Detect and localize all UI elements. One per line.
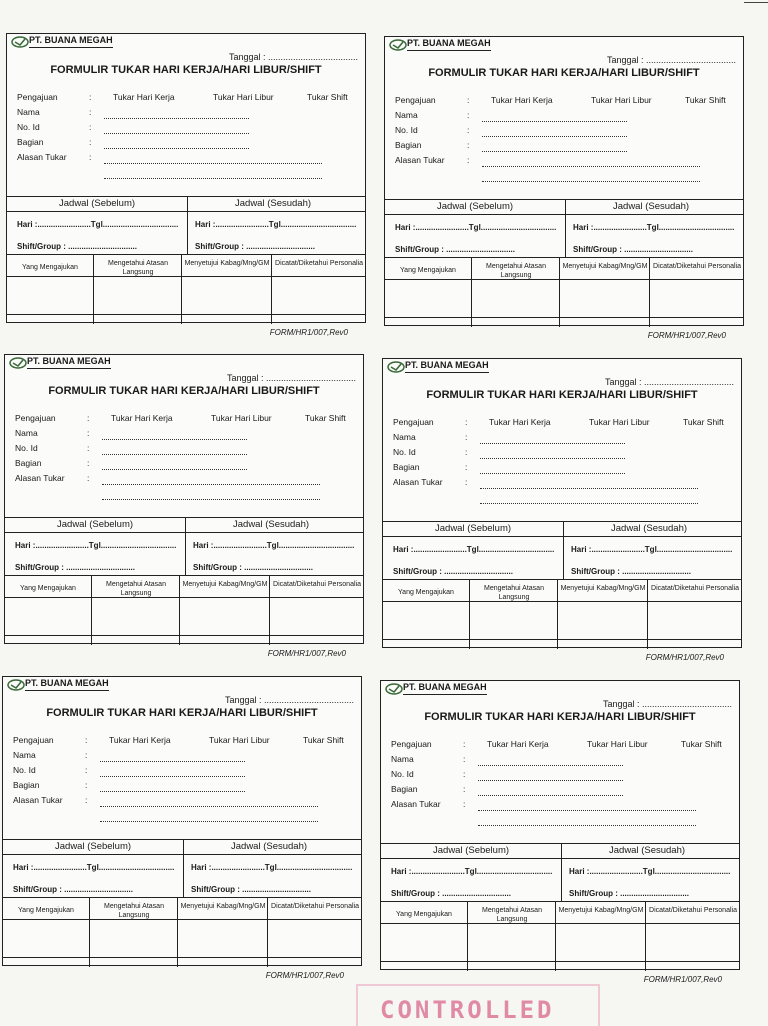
option-tukar-hari-kerja[interactable]: Tukar Hari Kerja bbox=[109, 735, 171, 745]
colon: : bbox=[89, 107, 92, 117]
company-underline bbox=[407, 50, 491, 51]
approval-bottom-rule bbox=[385, 317, 743, 318]
shift-sebelum-field[interactable]: Shift/Group : ............................... bbox=[15, 563, 136, 572]
shift-sesudah-field[interactable]: Shift/Group : ............................... bbox=[573, 245, 694, 254]
alasan-label: Alasan Tukar bbox=[395, 155, 445, 165]
schedule-top-rule bbox=[7, 196, 365, 197]
buana-megah-logo-icon bbox=[385, 683, 403, 695]
pengajuan-label: Pengajuan bbox=[17, 92, 58, 102]
tukar-shift-form bbox=[6, 33, 366, 363]
approval-top-rule bbox=[5, 575, 363, 576]
jadwal-sebelum-heading: Jadwal (Sebelum) bbox=[57, 519, 134, 530]
form-title: FORMULIR TUKAR HARI KERJA/HARI LIBUR/SHIFT bbox=[428, 67, 700, 79]
colon: : bbox=[467, 95, 470, 105]
approval-atasan-langsung: Mengetahui Atasan Langsung bbox=[108, 260, 168, 276]
approval-yang-mengajukan: Yang Mengajukan bbox=[20, 585, 76, 592]
company-underline bbox=[405, 372, 489, 373]
approval-personalia: Dicatat/Diketahui Personalia bbox=[271, 903, 359, 910]
no-id-input[interactable] bbox=[104, 132, 249, 134]
alasan-input[interactable] bbox=[104, 162, 322, 164]
shift-sesudah-field[interactable]: Shift/Group : ............................... bbox=[193, 563, 314, 572]
jadwal-sesudah-heading: Jadwal (Sesudah) bbox=[235, 198, 312, 209]
approval-header-rule bbox=[7, 276, 365, 277]
no-id-label: No. Id bbox=[15, 443, 38, 453]
approval-personalia: Dicatat/Diketahui Personalia bbox=[275, 260, 363, 267]
alasan-input[interactable] bbox=[478, 809, 696, 811]
approval-col-divider bbox=[91, 575, 92, 645]
form-title: FORMULIR TUKAR HARI KERJA/HARI LIBUR/SHIFT bbox=[50, 64, 322, 76]
jadwal-sebelum-heading: Jadwal (Sebelum) bbox=[435, 523, 512, 534]
approval-col-divider bbox=[647, 579, 648, 649]
option-tukar-hari-libur[interactable]: Tukar Hari Libur bbox=[589, 417, 650, 427]
form-title: FORMULIR TUKAR HARI KERJA/HARI LIBUR/SHIFT bbox=[426, 389, 698, 401]
form-code: FORM/HR1/007,Rev0 bbox=[269, 328, 348, 337]
company-name: PT. BUANA MEGAH bbox=[407, 38, 491, 48]
approval-personalia: Dicatat/Diketahui Personalia bbox=[651, 585, 739, 592]
approval-kabag-mng-gm: Menyetujui Kabag/Mng/GM bbox=[184, 260, 270, 267]
tanggal-field[interactable]: Tanggal : .................................... bbox=[227, 373, 357, 383]
company-name: PT. BUANA MEGAH bbox=[403, 682, 487, 692]
approval-header-rule bbox=[385, 279, 743, 280]
company-name: PT. BUANA MEGAH bbox=[25, 678, 109, 688]
jadwal-sesudah-heading: Jadwal (Sesudah) bbox=[609, 845, 686, 856]
colon: : bbox=[465, 417, 468, 427]
page-edge-line bbox=[744, 2, 768, 3]
colon: : bbox=[467, 155, 470, 165]
company-underline bbox=[29, 47, 113, 48]
alasan-input-line2[interactable] bbox=[480, 502, 698, 504]
approval-header-rule bbox=[383, 601, 741, 602]
nama-label: Nama bbox=[393, 432, 416, 442]
approval-col-divider bbox=[467, 901, 468, 971]
tanggal-field[interactable]: Tanggal : .................................... bbox=[603, 699, 733, 709]
option-tukar-shift[interactable]: Tukar Shift bbox=[303, 735, 344, 745]
approval-col-divider bbox=[559, 257, 560, 327]
nama-input[interactable] bbox=[102, 438, 247, 440]
bagian-label: Bagian bbox=[17, 137, 44, 147]
jadwal-sebelum-heading: Jadwal (Sebelum) bbox=[437, 201, 514, 212]
bagian-input[interactable] bbox=[480, 472, 625, 474]
hari-sebelum-field[interactable]: Hari :........................Tgl.................................. bbox=[17, 220, 179, 229]
alasan-label: Alasan Tukar bbox=[13, 795, 63, 805]
approval-bottom-rule bbox=[5, 635, 363, 636]
colon: : bbox=[463, 769, 466, 779]
bagian-input[interactable] bbox=[100, 790, 245, 792]
option-tukar-hari-libur[interactable]: Tukar Hari Libur bbox=[211, 413, 272, 423]
colon: : bbox=[465, 432, 468, 442]
colon: : bbox=[87, 428, 90, 438]
option-tukar-hari-kerja[interactable]: Tukar Hari Kerja bbox=[113, 92, 175, 102]
tanggal-field[interactable]: Tanggal : .................................... bbox=[605, 377, 735, 387]
schedule-top-rule bbox=[3, 839, 361, 840]
approval-top-rule bbox=[7, 254, 365, 255]
schedule-divider bbox=[183, 839, 184, 897]
schedule-mid-rule bbox=[385, 214, 743, 215]
alasan-input[interactable] bbox=[100, 805, 318, 807]
colon: : bbox=[467, 125, 470, 135]
approval-top-rule bbox=[383, 579, 741, 580]
approval-bottom-rule bbox=[7, 314, 365, 315]
approval-atasan-langsung: Mengetahui Atasan Langsung bbox=[486, 263, 546, 279]
approval-col-divider bbox=[179, 575, 180, 645]
alasan-label: Alasan Tukar bbox=[391, 799, 441, 809]
option-tukar-shift[interactable]: Tukar Shift bbox=[685, 95, 726, 105]
hari-sebelum-field[interactable]: Hari :........................Tgl.................................. bbox=[395, 223, 557, 232]
company-underline bbox=[27, 368, 111, 369]
hari-sebelum-field[interactable]: Hari :........................Tgl.................................. bbox=[15, 541, 177, 550]
form-card bbox=[380, 680, 740, 970]
approval-bottom-rule bbox=[3, 957, 361, 958]
approval-top-rule bbox=[381, 901, 739, 902]
approval-col-divider bbox=[645, 901, 646, 971]
schedule-mid-rule bbox=[5, 532, 363, 533]
approval-col-divider bbox=[269, 575, 270, 645]
jadwal-sesudah-heading: Jadwal (Sesudah) bbox=[611, 523, 688, 534]
alasan-label: Alasan Tukar bbox=[393, 477, 443, 487]
approval-personalia: Dicatat/Diketahui Personalia bbox=[649, 907, 737, 914]
approval-kabag-mng-gm: Menyetujui Kabag/Mng/GM bbox=[562, 263, 648, 270]
form-card bbox=[4, 354, 364, 644]
approval-personalia: Dicatat/Diketahui Personalia bbox=[273, 581, 361, 588]
bagian-input[interactable] bbox=[478, 794, 623, 796]
colon: : bbox=[463, 799, 466, 809]
bagian-input[interactable] bbox=[482, 150, 627, 152]
alasan-label: Alasan Tukar bbox=[17, 152, 67, 162]
approval-col-divider bbox=[471, 257, 472, 327]
pengajuan-label: Pengajuan bbox=[13, 735, 54, 745]
approval-kabag-mng-gm: Menyetujui Kabag/Mng/GM bbox=[182, 581, 268, 588]
nama-label: Nama bbox=[17, 107, 40, 117]
form-code: FORM/HR1/007,Rev0 bbox=[645, 653, 724, 662]
approval-yang-mengajukan: Yang Mengajukan bbox=[400, 267, 456, 274]
buana-megah-logo-icon bbox=[11, 36, 29, 48]
hari-sesudah-field[interactable]: Hari :........................Tgl.................................. bbox=[569, 867, 731, 876]
shift-sesudah-field[interactable]: Shift/Group : ............................... bbox=[571, 567, 692, 576]
alasan-input[interactable] bbox=[482, 165, 700, 167]
no-id-input[interactable] bbox=[480, 457, 625, 459]
hari-sebelum-field[interactable]: Hari :........................Tgl.................................. bbox=[391, 867, 553, 876]
approval-yang-mengajukan: Yang Mengajukan bbox=[18, 907, 74, 914]
approval-col-divider bbox=[267, 897, 268, 967]
company-underline bbox=[25, 690, 109, 691]
colon: : bbox=[89, 137, 92, 147]
approval-kabag-mng-gm: Menyetujui Kabag/Mng/GM bbox=[560, 585, 646, 592]
approval-kabag-mng-gm: Menyetujui Kabag/Mng/GM bbox=[558, 907, 644, 914]
bagian-label: Bagian bbox=[15, 458, 42, 468]
colon: : bbox=[85, 765, 88, 775]
company-underline bbox=[403, 694, 487, 695]
form-card bbox=[6, 33, 366, 323]
colon: : bbox=[463, 784, 466, 794]
form-title: FORMULIR TUKAR HARI KERJA/HARI LIBUR/SHIFT bbox=[46, 707, 318, 719]
form-card bbox=[382, 358, 742, 648]
nama-input[interactable] bbox=[478, 764, 623, 766]
nama-input[interactable] bbox=[104, 117, 249, 119]
tanggal-field[interactable]: Tanggal : .................................... bbox=[229, 52, 359, 62]
jadwal-sesudah-heading: Jadwal (Sesudah) bbox=[233, 519, 310, 530]
shift-sesudah-field[interactable]: Shift/Group : ............................... bbox=[191, 885, 312, 894]
schedule-mid-rule bbox=[3, 854, 361, 855]
colon: : bbox=[467, 140, 470, 150]
jadwal-sebelum-heading: Jadwal (Sebelum) bbox=[59, 198, 136, 209]
alasan-input-line2[interactable] bbox=[478, 824, 696, 826]
form-code: FORM/HR1/007,Rev0 bbox=[647, 331, 726, 340]
hari-sesudah-field[interactable]: Hari :........................Tgl.................................. bbox=[573, 223, 735, 232]
buana-megah-logo-icon bbox=[387, 361, 405, 373]
bagian-input[interactable] bbox=[102, 468, 247, 470]
jadwal-sesudah-heading: Jadwal (Sesudah) bbox=[231, 841, 308, 852]
approval-col-divider bbox=[271, 254, 272, 324]
approval-personalia: Dicatat/Diketahui Personalia bbox=[653, 263, 741, 270]
no-id-input[interactable] bbox=[100, 775, 245, 777]
nama-label: Nama bbox=[13, 750, 36, 760]
shift-sebelum-field[interactable]: Shift/Group : ............................... bbox=[395, 245, 516, 254]
form-code: FORM/HR1/007,Rev0 bbox=[643, 975, 722, 984]
form-title: FORMULIR TUKAR HARI KERJA/HARI LIBUR/SHIFT bbox=[424, 711, 696, 723]
no-id-input[interactable] bbox=[102, 453, 247, 455]
tukar-shift-form bbox=[384, 36, 744, 366]
schedule-top-rule bbox=[383, 521, 741, 522]
approval-kabag-mng-gm: Menyetujui Kabag/Mng/GM bbox=[180, 903, 266, 910]
pengajuan-label: Pengajuan bbox=[393, 417, 434, 427]
shift-sebelum-field[interactable]: Shift/Group : ............................... bbox=[17, 242, 138, 251]
bagian-label: Bagian bbox=[391, 784, 418, 794]
company-name: PT. BUANA MEGAH bbox=[29, 35, 113, 45]
colon: : bbox=[463, 754, 466, 764]
no-id-label: No. Id bbox=[391, 769, 414, 779]
nama-label: Nama bbox=[395, 110, 418, 120]
hari-sesudah-field[interactable]: Hari :........................Tgl.................................. bbox=[195, 220, 357, 229]
schedule-mid-rule bbox=[383, 536, 741, 537]
approval-header-rule bbox=[381, 923, 739, 924]
buana-megah-logo-icon bbox=[389, 39, 407, 51]
hari-sesudah-field[interactable]: Hari :........................Tgl.................................. bbox=[571, 545, 733, 554]
alasan-label: Alasan Tukar bbox=[15, 473, 65, 483]
schedule-top-rule bbox=[381, 843, 739, 844]
nama-input[interactable] bbox=[480, 442, 625, 444]
hari-sebelum-field[interactable]: Hari :........................Tgl.................................. bbox=[13, 863, 175, 872]
tukar-shift-form bbox=[4, 354, 364, 684]
schedule-divider bbox=[563, 521, 564, 579]
alasan-input-line2[interactable] bbox=[100, 820, 318, 822]
colon: : bbox=[87, 443, 90, 453]
no-id-input[interactable] bbox=[482, 135, 627, 137]
approval-col-divider bbox=[557, 579, 558, 649]
approval-atasan-langsung: Mengetahui Atasan Langsung bbox=[104, 903, 164, 919]
colon: : bbox=[85, 795, 88, 805]
approval-col-divider bbox=[469, 579, 470, 649]
alasan-input-line2[interactable] bbox=[104, 177, 322, 179]
no-id-input[interactable] bbox=[478, 779, 623, 781]
option-tukar-hari-kerja[interactable]: Tukar Hari Kerja bbox=[487, 739, 549, 749]
controlled-stamp: CONTROLLED bbox=[380, 996, 555, 1024]
alasan-input-line2[interactable] bbox=[102, 498, 320, 500]
no-id-label: No. Id bbox=[393, 447, 416, 457]
approval-bottom-rule bbox=[383, 639, 741, 640]
bagian-label: Bagian bbox=[393, 462, 420, 472]
approval-atasan-langsung: Mengetahui Atasan Langsung bbox=[484, 585, 544, 601]
colon: : bbox=[85, 750, 88, 760]
alasan-input[interactable] bbox=[480, 487, 698, 489]
option-tukar-shift[interactable]: Tukar Shift bbox=[305, 413, 346, 423]
option-tukar-hari-kerja[interactable]: Tukar Hari Kerja bbox=[111, 413, 173, 423]
pengajuan-label: Pengajuan bbox=[395, 95, 436, 105]
approval-bottom-rule bbox=[381, 961, 739, 962]
hari-sebelum-field[interactable]: Hari :........................Tgl.................................. bbox=[393, 545, 555, 554]
form-code: FORM/HR1/007,Rev0 bbox=[267, 649, 346, 658]
approval-col-divider bbox=[89, 897, 90, 967]
approval-top-rule bbox=[385, 257, 743, 258]
approval-yang-mengajukan: Yang Mengajukan bbox=[22, 264, 78, 271]
schedule-divider bbox=[187, 196, 188, 254]
form-card bbox=[2, 676, 362, 966]
colon: : bbox=[465, 477, 468, 487]
shift-sebelum-field[interactable]: Shift/Group : ............................... bbox=[393, 567, 514, 576]
approval-top-rule bbox=[3, 897, 361, 898]
company-name: PT. BUANA MEGAH bbox=[27, 356, 111, 366]
colon: : bbox=[85, 780, 88, 790]
colon: : bbox=[89, 92, 92, 102]
approval-atasan-langsung: Mengetahui Atasan Langsung bbox=[482, 907, 542, 923]
option-tukar-hari-libur[interactable]: Tukar Hari Libur bbox=[209, 735, 270, 745]
colon: : bbox=[85, 735, 88, 745]
hari-sesudah-field[interactable]: Hari :........................Tgl.................................. bbox=[191, 863, 353, 872]
approval-col-divider bbox=[649, 257, 650, 327]
tukar-shift-form bbox=[2, 676, 362, 1006]
colon: : bbox=[465, 462, 468, 472]
schedule-mid-rule bbox=[7, 211, 365, 212]
schedule-top-rule bbox=[5, 517, 363, 518]
buana-megah-logo-icon bbox=[7, 679, 25, 691]
no-id-label: No. Id bbox=[13, 765, 36, 775]
shift-sesudah-field[interactable]: Shift/Group : ............................... bbox=[569, 889, 690, 898]
colon: : bbox=[87, 473, 90, 483]
approval-header-rule bbox=[5, 597, 363, 598]
jadwal-sebelum-heading: Jadwal (Sebelum) bbox=[55, 841, 132, 852]
option-tukar-shift[interactable]: Tukar Shift bbox=[683, 417, 724, 427]
schedule-divider bbox=[185, 517, 186, 575]
option-tukar-hari-libur[interactable]: Tukar Hari Libur bbox=[591, 95, 652, 105]
approval-header-rule bbox=[3, 919, 361, 920]
colon: : bbox=[89, 152, 92, 162]
colon: : bbox=[467, 110, 470, 120]
colon: : bbox=[87, 458, 90, 468]
pengajuan-label: Pengajuan bbox=[391, 739, 432, 749]
tukar-shift-form bbox=[380, 680, 740, 1010]
shift-sebelum-field[interactable]: Shift/Group : ............................... bbox=[13, 885, 134, 894]
form-title: FORMULIR TUKAR HARI KERJA/HARI LIBUR/SHIFT bbox=[48, 385, 320, 397]
colon: : bbox=[463, 739, 466, 749]
hari-sesudah-field[interactable]: Hari :........................Tgl.................................. bbox=[193, 541, 355, 550]
bagian-input[interactable] bbox=[104, 147, 249, 149]
bagian-label: Bagian bbox=[395, 140, 422, 150]
nama-input[interactable] bbox=[100, 760, 245, 762]
alasan-input-line2[interactable] bbox=[482, 180, 700, 182]
alasan-input[interactable] bbox=[102, 483, 320, 485]
form-code: FORM/HR1/007,Rev0 bbox=[265, 971, 344, 980]
option-tukar-hari-kerja[interactable]: Tukar Hari Kerja bbox=[489, 417, 551, 427]
nama-label: Nama bbox=[391, 754, 414, 764]
no-id-label: No. Id bbox=[17, 122, 40, 132]
approval-yang-mengajukan: Yang Mengajukan bbox=[398, 589, 454, 596]
jadwal-sebelum-heading: Jadwal (Sebelum) bbox=[433, 845, 510, 856]
tukar-shift-form bbox=[382, 358, 742, 688]
form-card bbox=[384, 36, 744, 326]
option-tukar-shift[interactable]: Tukar Shift bbox=[307, 92, 348, 102]
colon: : bbox=[89, 122, 92, 132]
shift-sebelum-field[interactable]: Shift/Group : ............................... bbox=[391, 889, 512, 898]
bagian-label: Bagian bbox=[13, 780, 40, 790]
approval-col-divider bbox=[555, 901, 556, 971]
schedule-top-rule bbox=[385, 199, 743, 200]
option-tukar-hari-libur[interactable]: Tukar Hari Libur bbox=[587, 739, 648, 749]
jadwal-sesudah-heading: Jadwal (Sesudah) bbox=[613, 201, 690, 212]
tanggal-field[interactable]: Tanggal : .................................... bbox=[607, 55, 737, 65]
nama-input[interactable] bbox=[482, 120, 627, 122]
approval-col-divider bbox=[177, 897, 178, 967]
company-name: PT. BUANA MEGAH bbox=[405, 360, 489, 370]
approval-yang-mengajukan: Yang Mengajukan bbox=[396, 911, 452, 918]
nama-label: Nama bbox=[15, 428, 38, 438]
option-tukar-shift[interactable]: Tukar Shift bbox=[681, 739, 722, 749]
pengajuan-label: Pengajuan bbox=[15, 413, 56, 423]
option-tukar-hari-kerja[interactable]: Tukar Hari Kerja bbox=[491, 95, 553, 105]
tanggal-field[interactable]: Tanggal : .................................... bbox=[225, 695, 355, 705]
colon: : bbox=[465, 447, 468, 457]
approval-atasan-langsung: Mengetahui Atasan Langsung bbox=[106, 581, 166, 597]
approval-col-divider bbox=[181, 254, 182, 324]
option-tukar-hari-libur[interactable]: Tukar Hari Libur bbox=[213, 92, 274, 102]
schedule-mid-rule bbox=[381, 858, 739, 859]
no-id-label: No. Id bbox=[395, 125, 418, 135]
approval-col-divider bbox=[93, 254, 94, 324]
buana-megah-logo-icon bbox=[9, 357, 27, 369]
schedule-divider bbox=[565, 199, 566, 257]
schedule-divider bbox=[561, 843, 562, 901]
shift-sesudah-field[interactable]: Shift/Group : ............................... bbox=[195, 242, 316, 251]
colon: : bbox=[87, 413, 90, 423]
